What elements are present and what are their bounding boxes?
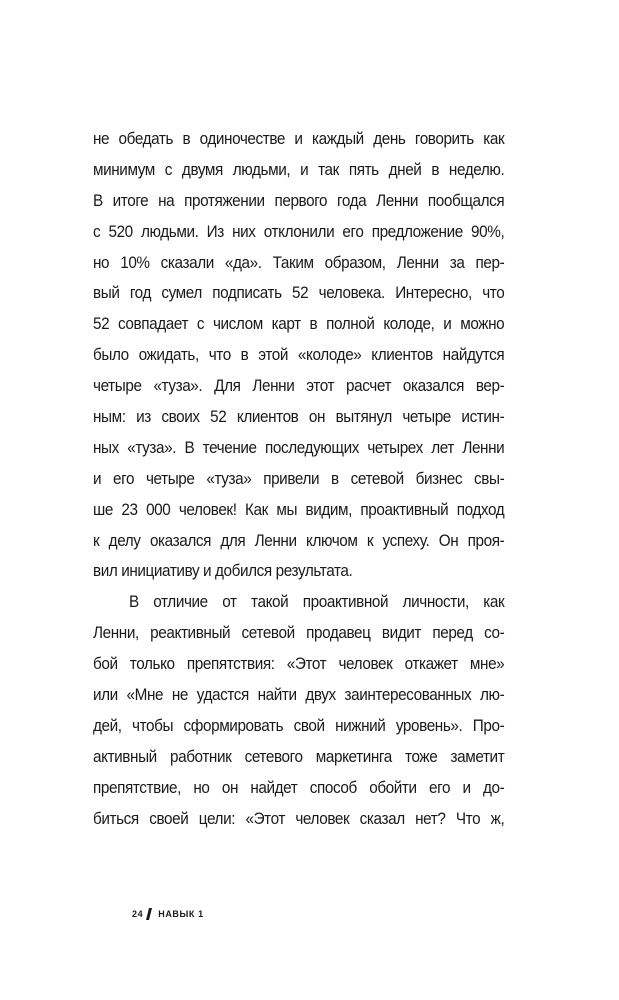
body-text <box>93 124 505 834</box>
text-line: и его четыре «туза» привели в сетевой бизнес свы- <box>93 468 505 488</box>
text-line: или «Мне не удастся найти двух заинтересованных лю- <box>93 685 505 705</box>
text-line: ным: из своих 52 клиентов он вытянул четыре истин- <box>93 407 505 427</box>
text-line: но 10% сказали «да». Таким образом, Ленни за пер- <box>93 252 505 272</box>
text-line: Ленни, реактивный сетевой продавец видит перед со- <box>93 623 505 643</box>
paragraph-end-line: вил инициативу и добился результата. <box>93 561 353 581</box>
text-line: четыре «туза». Для Ленни этот расчет оказался вер- <box>93 376 505 396</box>
slash-separator-icon <box>146 908 152 920</box>
text-line: активный работник сетевого маркетинга тоже заметит <box>93 746 505 766</box>
text-line: минимум с двумя людьми, и так пять дней в неделю. <box>93 159 505 179</box>
text-line: В итоге на протяжении первого года Ленни пообщался <box>93 190 505 210</box>
page-footer <box>132 906 204 922</box>
text-line: не обедать в одиночестве и каждый день говорить как <box>93 129 505 148</box>
text-line: было ожидать, что в этой «колоде» клиентов найдутся <box>93 345 505 365</box>
text-line: биться своей цели: «Этот человек сказал нет? Что ж, <box>93 808 505 828</box>
text-line: препятствие, но он найдет способ обойти его и до- <box>93 777 505 797</box>
section-label: НАВЫК 1 <box>158 909 204 919</box>
text-line: бой только препятствия: «Этот человек откажет мне» <box>93 654 505 674</box>
text-line: ных «туза». В течение последующих четырех лет Ленни <box>93 437 505 457</box>
text-line: к делу оказался для Ленни ключом к успеху. Он проя- <box>93 530 505 550</box>
text-line: ше 23 000 человек! Как мы видим, проактивный подход <box>93 499 505 519</box>
paragraph-start-line: В отличие от такой проактивной личности, как <box>129 592 505 612</box>
text-line: вый год сумел подписать 52 человека. Интересно, что <box>93 283 505 303</box>
text-line: 52 совпадает с числом карт в полной колоде, и можно <box>93 314 505 334</box>
text-line: дей, чтобы сформировать свой нижний уровень». Про- <box>93 715 505 735</box>
page-number: 24 <box>132 909 144 919</box>
text-line: с 520 людьми. Из них отклонили его предложение 90%, <box>93 221 505 241</box>
